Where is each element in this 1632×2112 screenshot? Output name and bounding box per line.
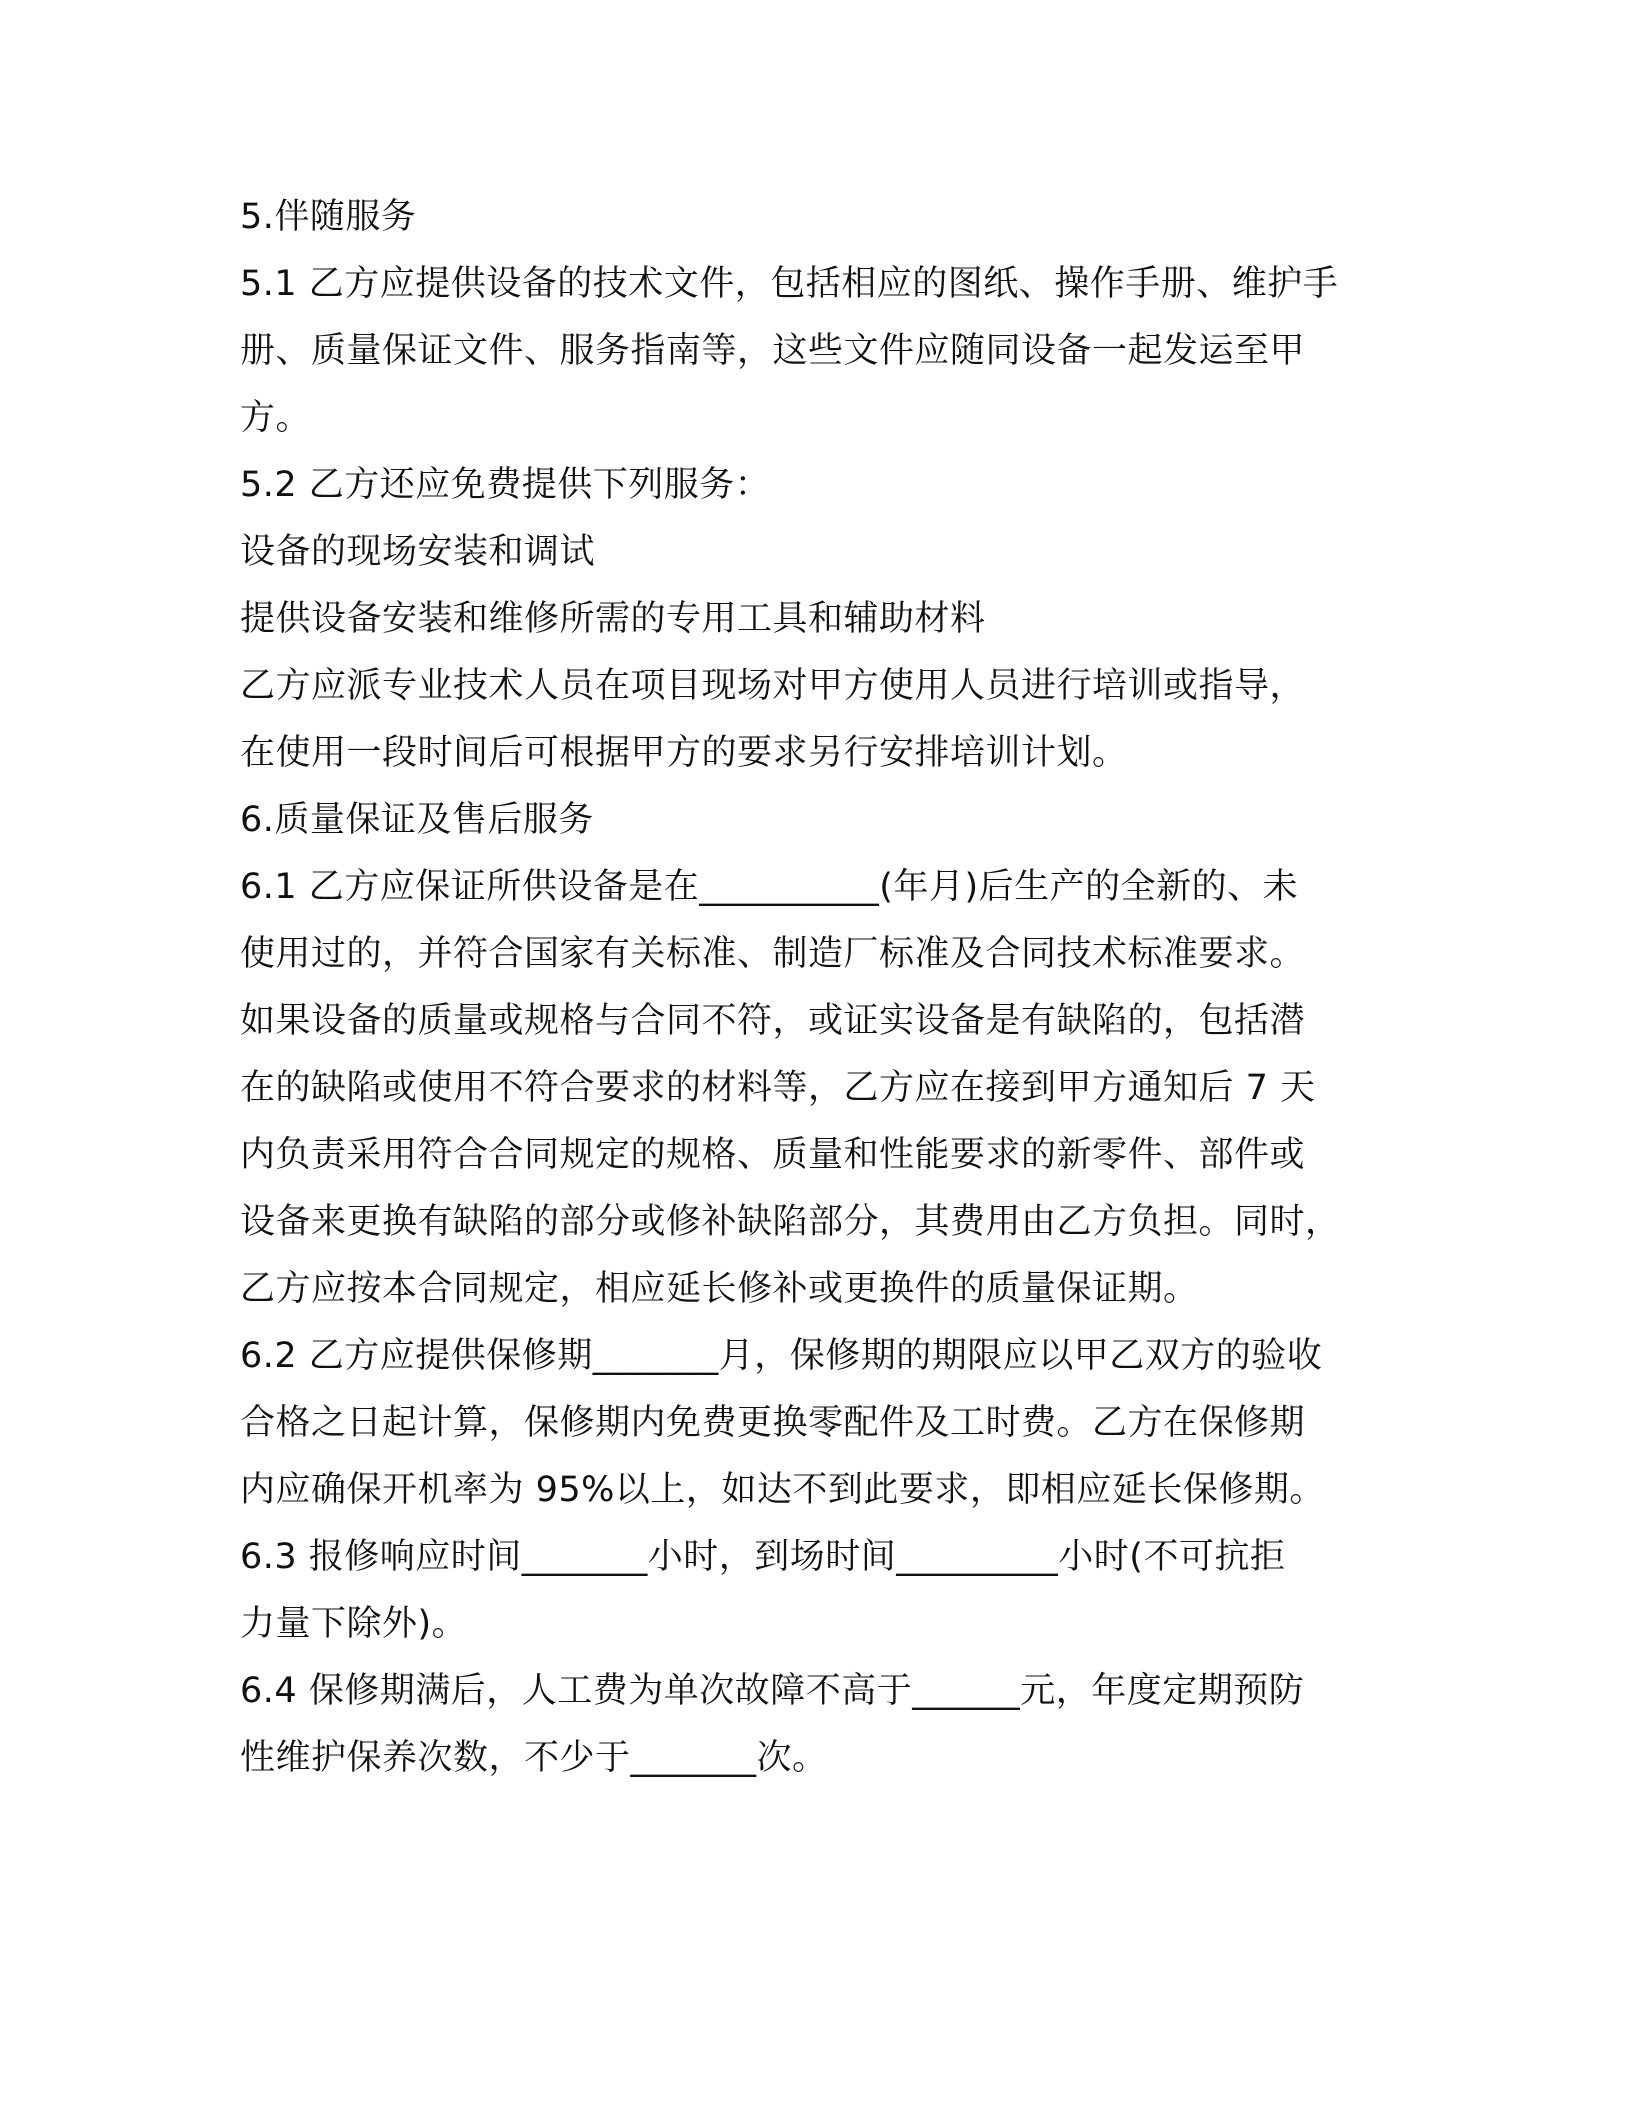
paragraph-line: 性维护保养次数，不少于_______次。 <box>240 1738 828 1778</box>
paragraph-line: 在使用一段时间后可根据甲方的要求另行安排培训计划。 <box>240 733 1128 773</box>
paragraph-line: 乙方应按本合同规定，相应延长修补或更换件的质量保证期。 <box>240 1269 1199 1309</box>
paragraph-line: 在的缺陷或使用不符合要求的材料等，乙方应在接到甲方通知后 7 天 <box>240 1068 1316 1108</box>
paragraph-line: 力量下除外)。 <box>240 1604 468 1644</box>
paragraph-line: 使用过的，并符合国家有关标准、制造厂标准及合同技术标准要求。 <box>240 934 1306 974</box>
paragraph-line: 5.2 乙方还应免费提供下列服务： <box>240 465 771 505</box>
paragraph-line: 5.1 乙方应提供设备的技术文件，包括相应的图纸、操作手册、维护手 <box>240 264 1339 304</box>
paragraph-line: 6.2 乙方应提供保修期_______月，保修期的期限应以甲乙双方的验收 <box>240 1336 1323 1376</box>
paragraph-line: 如果设备的质量或规格与合同不符，或证实设备是有缺陷的，包括潜 <box>240 1001 1306 1041</box>
section-heading-5: 5.伴随服务 <box>240 197 417 237</box>
paragraph-line: 册、质量保证文件、服务指南等，这些文件应随同设备一起发运至甲 <box>240 331 1306 371</box>
paragraph-line: 6.3 报修响应时间_______小时，到场时间_________小时(不可抗拒 <box>240 1537 1286 1577</box>
paragraph-line: 设备的现场安装和调试 <box>240 532 596 572</box>
paragraph-line: 6.1 乙方应保证所供设备是在__________(年月)后生产的全新的、未 <box>240 867 1299 907</box>
section-heading-6: 6.质量保证及售后服务 <box>240 800 594 840</box>
paragraph-line: 6.4 保修期满后，人工费为单次故障不高于______元，年度定期预防 <box>240 1671 1305 1711</box>
paragraph-line: 方。 <box>240 398 312 438</box>
paragraph-line: 提供设备安装和维修所需的专用工具和辅助材料 <box>240 599 986 639</box>
paragraph-line: 设备来更换有缺陷的部分或修补缺陷部分，其费用由乙方负担。同时， <box>240 1202 1341 1242</box>
document-body <box>240 184 1390 1792</box>
paragraph-line: 内负责采用符合合同规定的规格、质量和性能要求的新零件、部件或 <box>240 1135 1306 1175</box>
paragraph-line: 乙方应派专业技术人员在项目现场对甲方使用人员进行培训或指导， <box>240 666 1306 706</box>
paragraph-line: 合格之日起计算，保修期内免费更换零配件及工时费。乙方在保修期 <box>240 1403 1306 1443</box>
paragraph-line: 内应确保开机率为 95%以上，如达不到此要求，即相应延长保修期。 <box>240 1470 1325 1510</box>
